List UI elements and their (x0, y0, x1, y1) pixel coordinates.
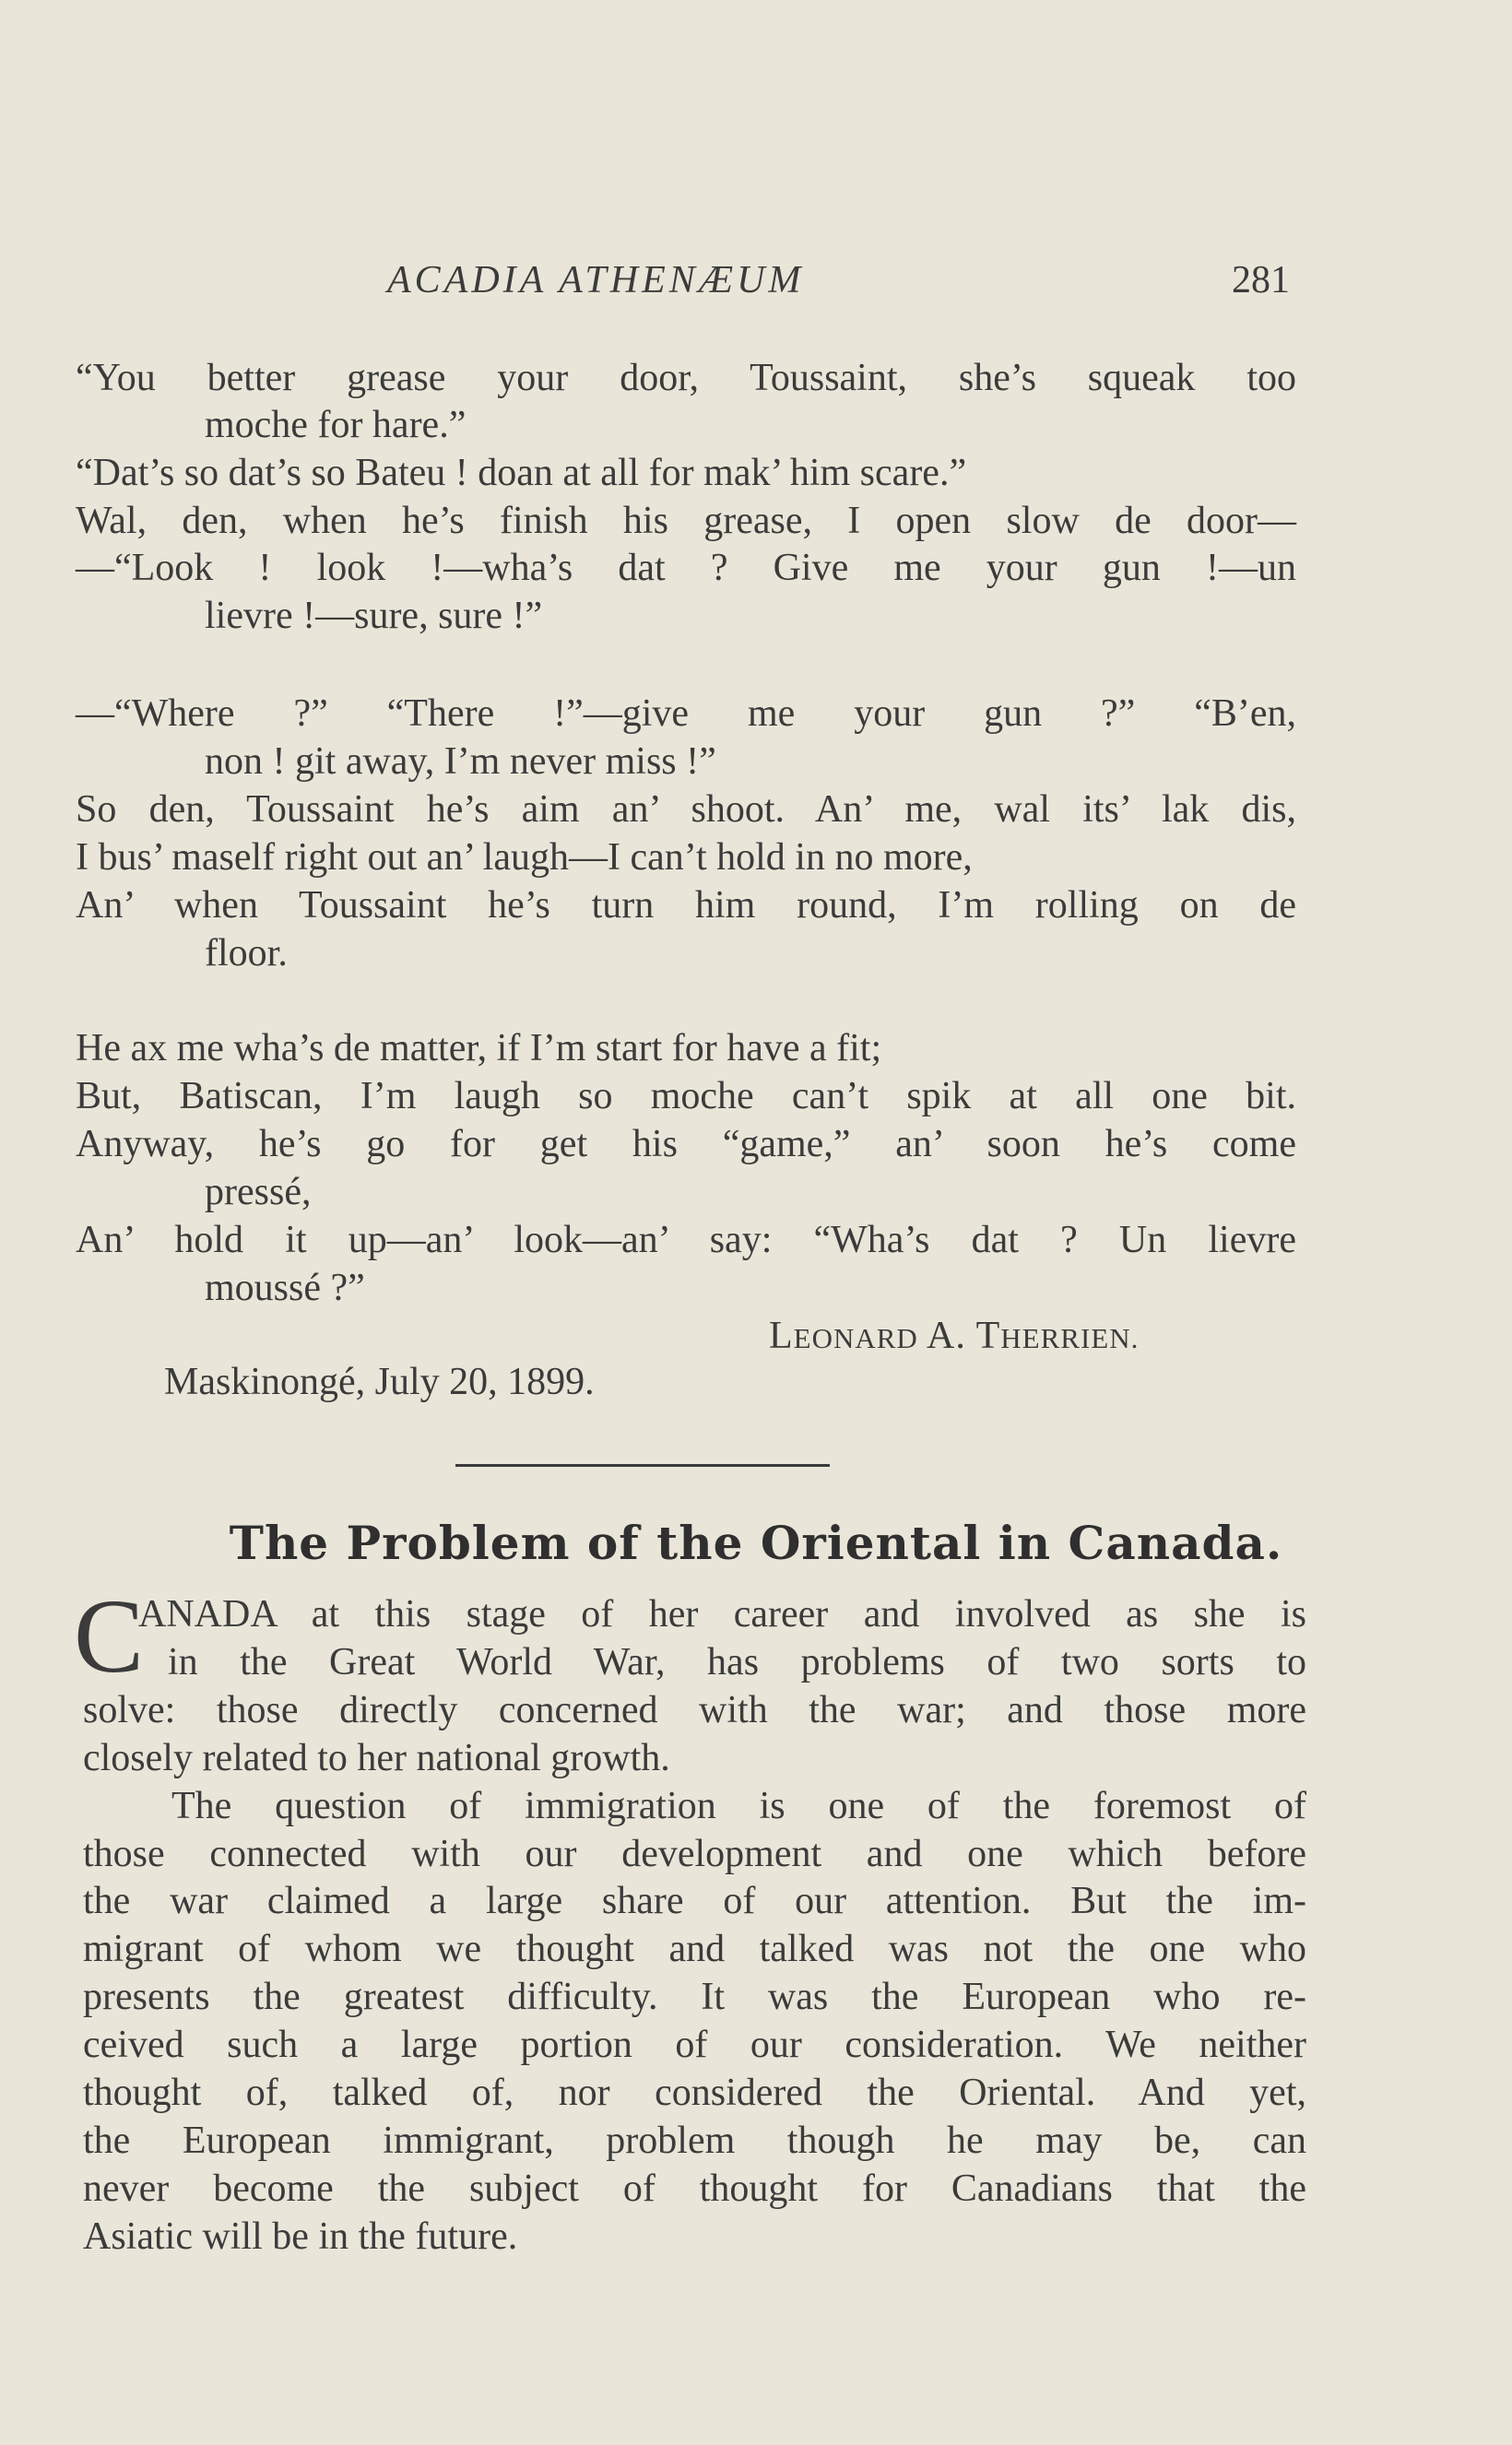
poem-line: An’ hold it up—an’ look—an’ say: “Wha’s dat ? Un lievre (76, 1219, 1296, 1261)
section-divider (455, 1464, 830, 1467)
poem-line: “You better grease your door, Toussaint, she’s squeak too (76, 357, 1296, 399)
article-line: the European immigrant, problem though he may be, can (83, 2120, 1306, 2162)
poem-line: An’ when Toussaint he’s turn him round, I’m rolling on de (76, 884, 1296, 927)
article-line: those connected with our development and one which before (83, 1833, 1306, 1875)
article-line: Asiatic will be in the future. (83, 2215, 518, 2258)
poem-line: But, Batiscan, I’m laugh so moche can’t spik at all one bit. (76, 1075, 1296, 1117)
poem-line: moche for hare.” (205, 404, 467, 446)
poem-line: I bus’ maself right out an’ laugh—I can’t hold in no more, (76, 836, 973, 879)
poem-line: non ! git away, I’m never miss !” (205, 740, 716, 783)
poem-line: —“Look ! look !—wha’s dat ? Give me your gun !—un (76, 547, 1296, 589)
signature-initial-last: T (975, 1315, 1001, 1357)
poem-line: Anyway, he’s go for get his “game,” an’ soon he’s come (76, 1123, 1296, 1165)
drop-cap: C (74, 1577, 145, 1695)
page-header (0, 258, 1512, 313)
poem-line: floor. (205, 932, 288, 974)
signature-middle-initial: A. (927, 1315, 966, 1357)
article-line: in the Great World War, has problems of two sorts to (168, 1641, 1306, 1683)
signature-first-name: EONARD (793, 1322, 918, 1354)
article-line: the war claimed a large share of our attention. But the im- (83, 1880, 1306, 1922)
article-line: ceived such a large portion of our consideration. We neither (83, 2024, 1306, 2066)
dateline: Maskinongé, July 20, 1899. (164, 1361, 595, 1403)
article-line: migrant of whom we thought and talked was not the one who (83, 1928, 1306, 1970)
poem-line: pressé, (205, 1171, 312, 1213)
article-line: presents the greatest difficulty. It was the European who re- (83, 1976, 1306, 2018)
author-signature (769, 1314, 1139, 1358)
running-title: ACADIA ATHENÆUM (387, 259, 805, 301)
poem-line: He ax me wha’s de matter, if I’m start for have a fit; (76, 1027, 882, 1069)
article-line: The question of immigration is one of the foremost of (171, 1785, 1306, 1827)
article-line: thought of, talked of, nor considered the Oriental. And yet, (83, 2072, 1306, 2114)
article-line: ANADA at this stage of her career and involved as she is (138, 1593, 1306, 1636)
article-line: closely related to her national growth. (83, 1737, 670, 1779)
article-line: solve: those directly concerned with the war; and those more (83, 1689, 1306, 1731)
poem-line: So den, Toussaint he’s aim an’ shoot. An’ me, wal its’ lak dis, (76, 788, 1296, 831)
poem-line: moussé ?” (205, 1267, 365, 1309)
poem-line: Wal, den, when he’s finish his grease, I open slow de door— (76, 500, 1296, 542)
page-number: 281 (1232, 259, 1290, 301)
article-line: never become the subject of thought for Canadians that the (83, 2167, 1306, 2210)
article-title: The Problem of the Oriental in Canada. (229, 1516, 1283, 1570)
poem-line: —“Where ?” “There !”—give me your gun ?” “B’en, (76, 692, 1296, 735)
signature-initial-first: L (769, 1315, 794, 1357)
signature-last-name: HERRIEN. (1000, 1322, 1140, 1354)
poem-line: “Dat’s so dat’s so Bateu ! doan at all for mak’ him scare.” (76, 452, 967, 494)
poem-line: lievre !—sure, sure !” (205, 595, 543, 637)
